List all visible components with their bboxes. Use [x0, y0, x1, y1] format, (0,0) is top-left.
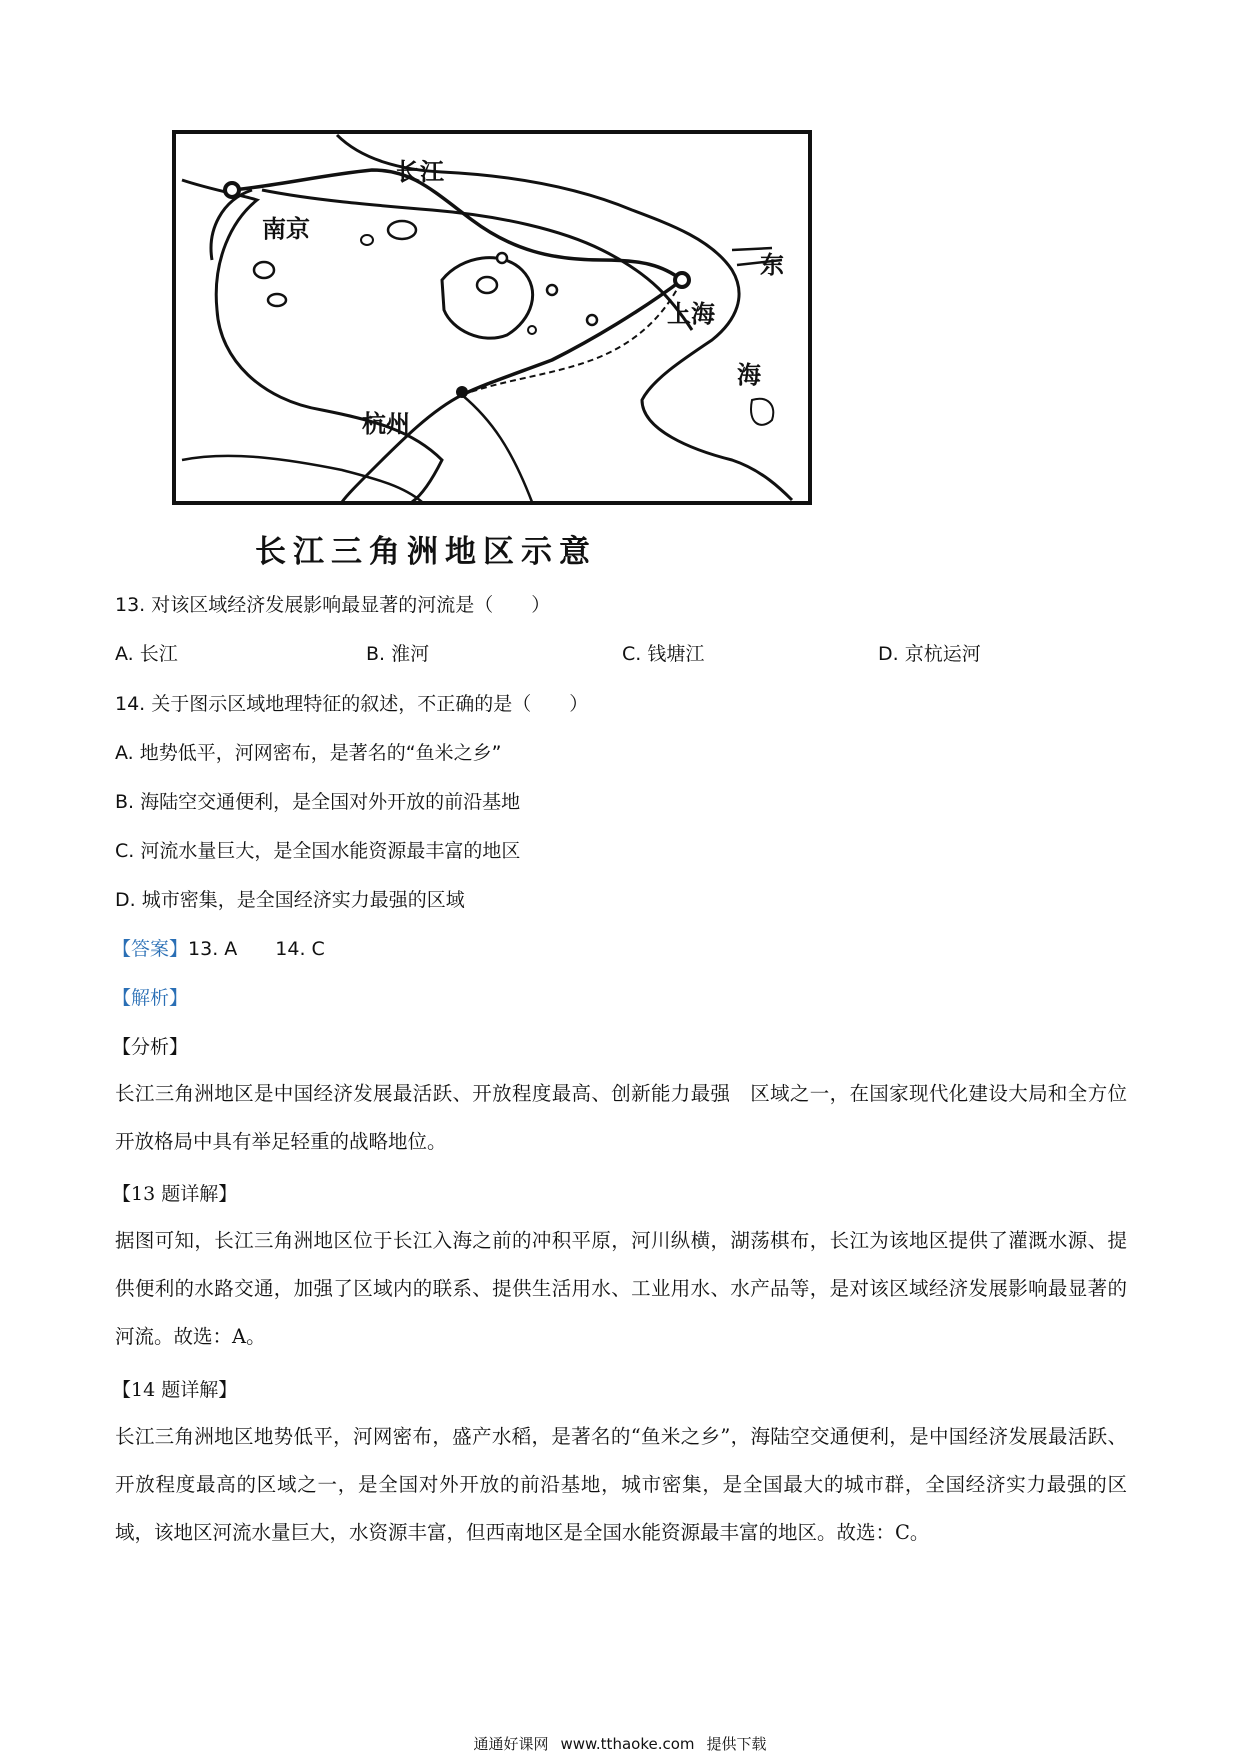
footer-url[interactable]: www.tthaoke.com [560, 1735, 695, 1753]
fenxi-title: 【分析】 [112, 1036, 189, 1058]
q13-detail-title: 【13 题详解】 [112, 1183, 238, 1205]
label-nanjing: 南京 [262, 214, 310, 243]
answer-line [112, 940, 325, 959]
answer-text: 13. A 14. C [188, 938, 325, 960]
map-caption: 长江三角洲地区示意 [255, 534, 597, 570]
q14-option-c: C. 河流水量巨大，是全国水能资源最丰富的地区 [115, 840, 521, 862]
q14-detail-title: 【14 题详解】 [112, 1379, 238, 1401]
q14-detail-text: 长江三角洲地区地势低平，河网密布，盛产水稻，是著名的“鱼米之乡”，海陆空交通便利，是中国经济发展最活跃、开放程度最高的区域之一，是全国对外开放的前沿基地，城市密集，是全国最大的城市群，全国经济实力最强的区域，该地区河流水量巨大，水资源丰富，但西南地区是全国水能资源最丰富的地区。故选：C。 [115, 1425, 1127, 1544]
label-shanghai: 上海 [667, 299, 715, 328]
footer-suffix: 提供下载 [706, 1735, 767, 1753]
label-hangzhou: 杭州 [362, 409, 410, 438]
analysis-tag: 【解析】 [112, 987, 189, 1009]
map-figure [172, 130, 812, 505]
page-footer [0, 1733, 1240, 1754]
q13-option-d: D. 京杭运河 [878, 643, 981, 665]
q13-option-c: C. 钱塘江 [622, 643, 705, 665]
label-east-2: 海 [737, 360, 761, 389]
q13-option-b: B. 淮河 [366, 643, 430, 665]
q13-detail-text: 据图可知，长江三角洲地区位于长江入海之前的冲积平原，河川纵横，湖荡棋布，长江为该地区提供了灌溉水源、提供便利的水路交通，加强了区域内的联系、提供生活用水、工业用水、水产品等，是对该区域经济发展影响最显著的河流。故选：A。 [115, 1229, 1127, 1348]
label-changjiang: 长江 [396, 157, 444, 186]
q14-option-d: D. 城市密集，是全国经济实力最强的区域 [115, 889, 465, 911]
q13-option-a: A. 长江 [115, 643, 178, 665]
q14-stem: 14. 关于图示区域地理特征的叙述，不正确的是（ ） [115, 693, 589, 715]
answer-tag: 【答案】 [112, 938, 189, 960]
footer-site-name: 通通好课网 [473, 1735, 549, 1753]
fenxi-text: 长江三角洲地区是中国经济发展最活跃、开放程度最高、创新能力最强 区域之一，在国家现代化建设大局和全方位开放格局中具有举足轻重的战略地位。 [115, 1082, 1127, 1153]
label-east-1: 东 [760, 250, 784, 279]
q14-option-b: B. 海陆空交通便利，是全国对外开放的前沿基地 [115, 791, 521, 813]
q13-stem: 13. 对该区域经济发展影响最显著的河流是（ ） [115, 594, 551, 616]
yangtze-delta-map [172, 130, 812, 505]
q14-option-a: A. 地势低平，河网密布，是著名的“鱼米之乡” [115, 742, 502, 764]
